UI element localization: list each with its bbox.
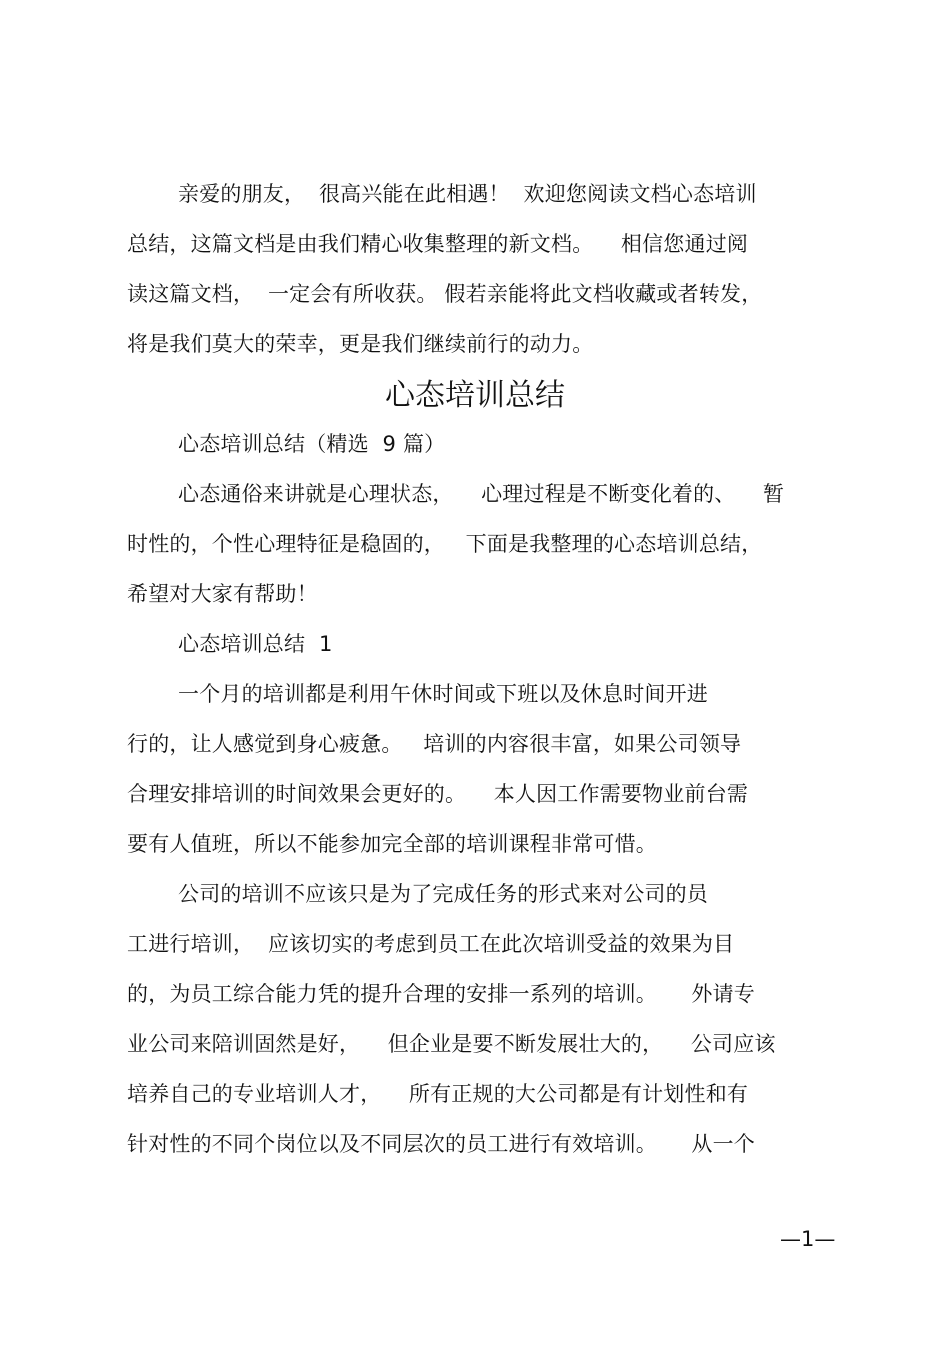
body-line-7: 合理安排培训的时间效果会更好的。 本人因工作需要物业前台需 — [127, 782, 749, 806]
document-title: 心态培训总结 — [385, 378, 565, 413]
intro-line-2: 总结，这篇文档是由我们精心收集整理的新文档。 相信您通过阅 — [127, 232, 749, 256]
page-number: —1— — [780, 1227, 836, 1251]
body-line-8: 要有人值班，所以不能参加完全部的培训课程非常可惜。 — [127, 832, 657, 856]
intro-line-3: 读这篇文档， 一定会有所收获。 假若亲能将此文档收藏或者转发， — [127, 282, 763, 306]
body-line-1: 心态通俗来讲就是心理状态， 心理过程是不断变化着的、 暂 — [178, 482, 785, 506]
body-line-12: 业公司来陪训固然是好， 但企业是要不断发展壮大的， 公司应该 — [127, 1032, 776, 1056]
body-line-11: 的，为员工综合能力凭的提升合理的安排一系列的培训。 外请专 — [127, 982, 755, 1006]
body-line-2: 时性的，个性心理特征是稳固的， 下面是我整理的心态培训总结， — [127, 532, 763, 556]
intro-line-4: 将是我们莫大的荣幸，更是我们继续前行的动力。 — [127, 332, 594, 356]
document-subtitle: 心态培训总结（精选 9 篇） — [178, 432, 446, 456]
intro-line-1: 亲爱的朋友， 很高兴能在此相遇！ 欢迎您阅读文档心态培训 — [178, 182, 757, 206]
body-line-14: 针对性的不同个岗位以及不同层次的员工进行有效培训。 从一个 — [127, 1132, 755, 1156]
body-line-10: 工进行培训， 应该切实的考虑到员工在此次培训受益的效果为目 — [127, 932, 735, 956]
body-line-6: 行的，让人感觉到身心疲惫。 培训的内容很丰富，如果公司领导 — [127, 732, 742, 756]
section-heading-1: 心态培训总结 1 — [178, 632, 333, 656]
body-line-13: 培养自己的专业培训人才， 所有正规的大公司都是有计划性和有 — [127, 1082, 749, 1106]
body-line-5: 一个月的培训都是利用午休时间或下班以及休息时间开进 — [178, 682, 708, 706]
body-line-3: 希望对大家有帮助！ — [127, 582, 318, 606]
body-line-9: 公司的培训不应该只是为了完成任务的形式来对公司的员 — [178, 882, 708, 906]
